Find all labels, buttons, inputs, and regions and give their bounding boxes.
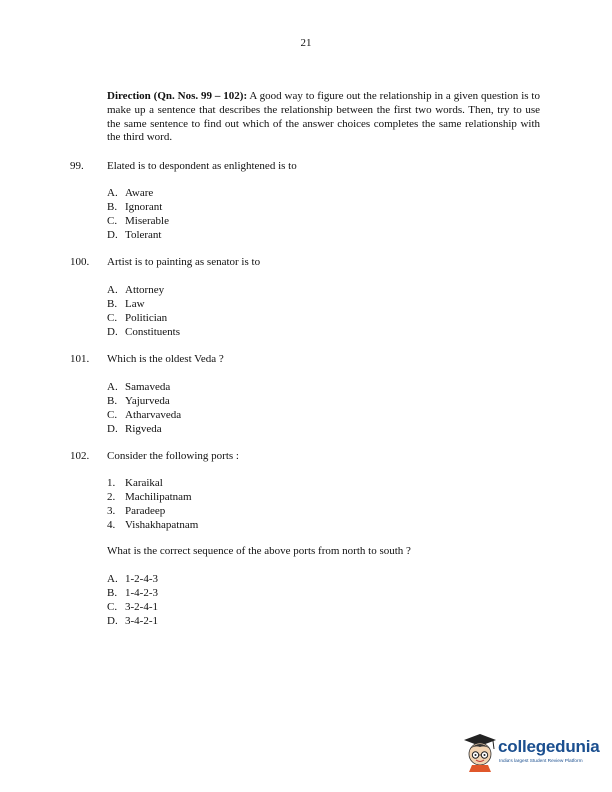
question-number: 100.	[70, 256, 90, 268]
option: C. Miserable	[107, 215, 169, 228]
list-item: 2. Machilipatnam	[107, 491, 192, 504]
direction-text: A good way to figure out the relationship in a given question is to make up a sentence that describes the relationship between the first two words. Then, try to use the same sentence to find out which of the answer choices completes the same relationship with the third word.	[107, 90, 540, 144]
option: C. Politician	[107, 312, 168, 325]
collegedunia-logo	[460, 728, 600, 778]
question-number: 99.	[70, 160, 84, 172]
option: D. Rigveda	[107, 423, 162, 436]
option: A. Aware	[107, 187, 154, 199]
question-text: Elated is to despondent as enlightened is to	[107, 160, 297, 172]
options-99	[107, 186, 169, 242]
list-item: 3. Paradeep	[107, 505, 166, 518]
option: B. Yajurveda	[107, 395, 170, 408]
question-text: Consider the following ports :	[107, 450, 239, 462]
direction-heading: Direction (Qn. Nos. 99 – 102):	[107, 90, 248, 102]
option: D. Constituents	[107, 326, 181, 339]
page-number: 21	[300, 37, 312, 49]
option: B. Law	[107, 298, 145, 311]
logo-wordmark: collegedunia	[498, 737, 600, 756]
question-number: 101.	[70, 353, 90, 365]
ports-list	[107, 476, 198, 532]
list-item: 4. Vishakhapatnam	[107, 519, 199, 532]
sub-question: What is the correct sequence of the above ports from north to south ?	[107, 545, 411, 557]
logo-tagline: India's largest Student Review Platform	[499, 759, 583, 764]
option: A. Samaveda	[107, 381, 171, 393]
question-text: Artist is to painting as senator is to	[107, 256, 261, 268]
option: B. Ignorant	[107, 201, 163, 214]
option: C. Atharvaveda	[107, 409, 182, 422]
option: B. 1-4-2-3	[107, 587, 158, 600]
option: C. 3-2-4-1	[107, 601, 158, 614]
list-item: 1. Karaikal	[107, 477, 163, 489]
option: D. Tolerant	[107, 229, 162, 242]
options-100	[107, 283, 180, 339]
options-102	[107, 572, 158, 628]
mascot-icon	[460, 732, 498, 772]
options-101	[107, 380, 181, 436]
question-number: 102.	[70, 450, 90, 462]
direction-paragraph	[107, 90, 540, 145]
option: D. 3-4-2-1	[107, 615, 158, 628]
option: A. 1-2-4-3	[107, 573, 158, 585]
option: A. Attorney	[107, 284, 165, 296]
question-text: Which is the oldest Veda ?	[107, 353, 224, 365]
